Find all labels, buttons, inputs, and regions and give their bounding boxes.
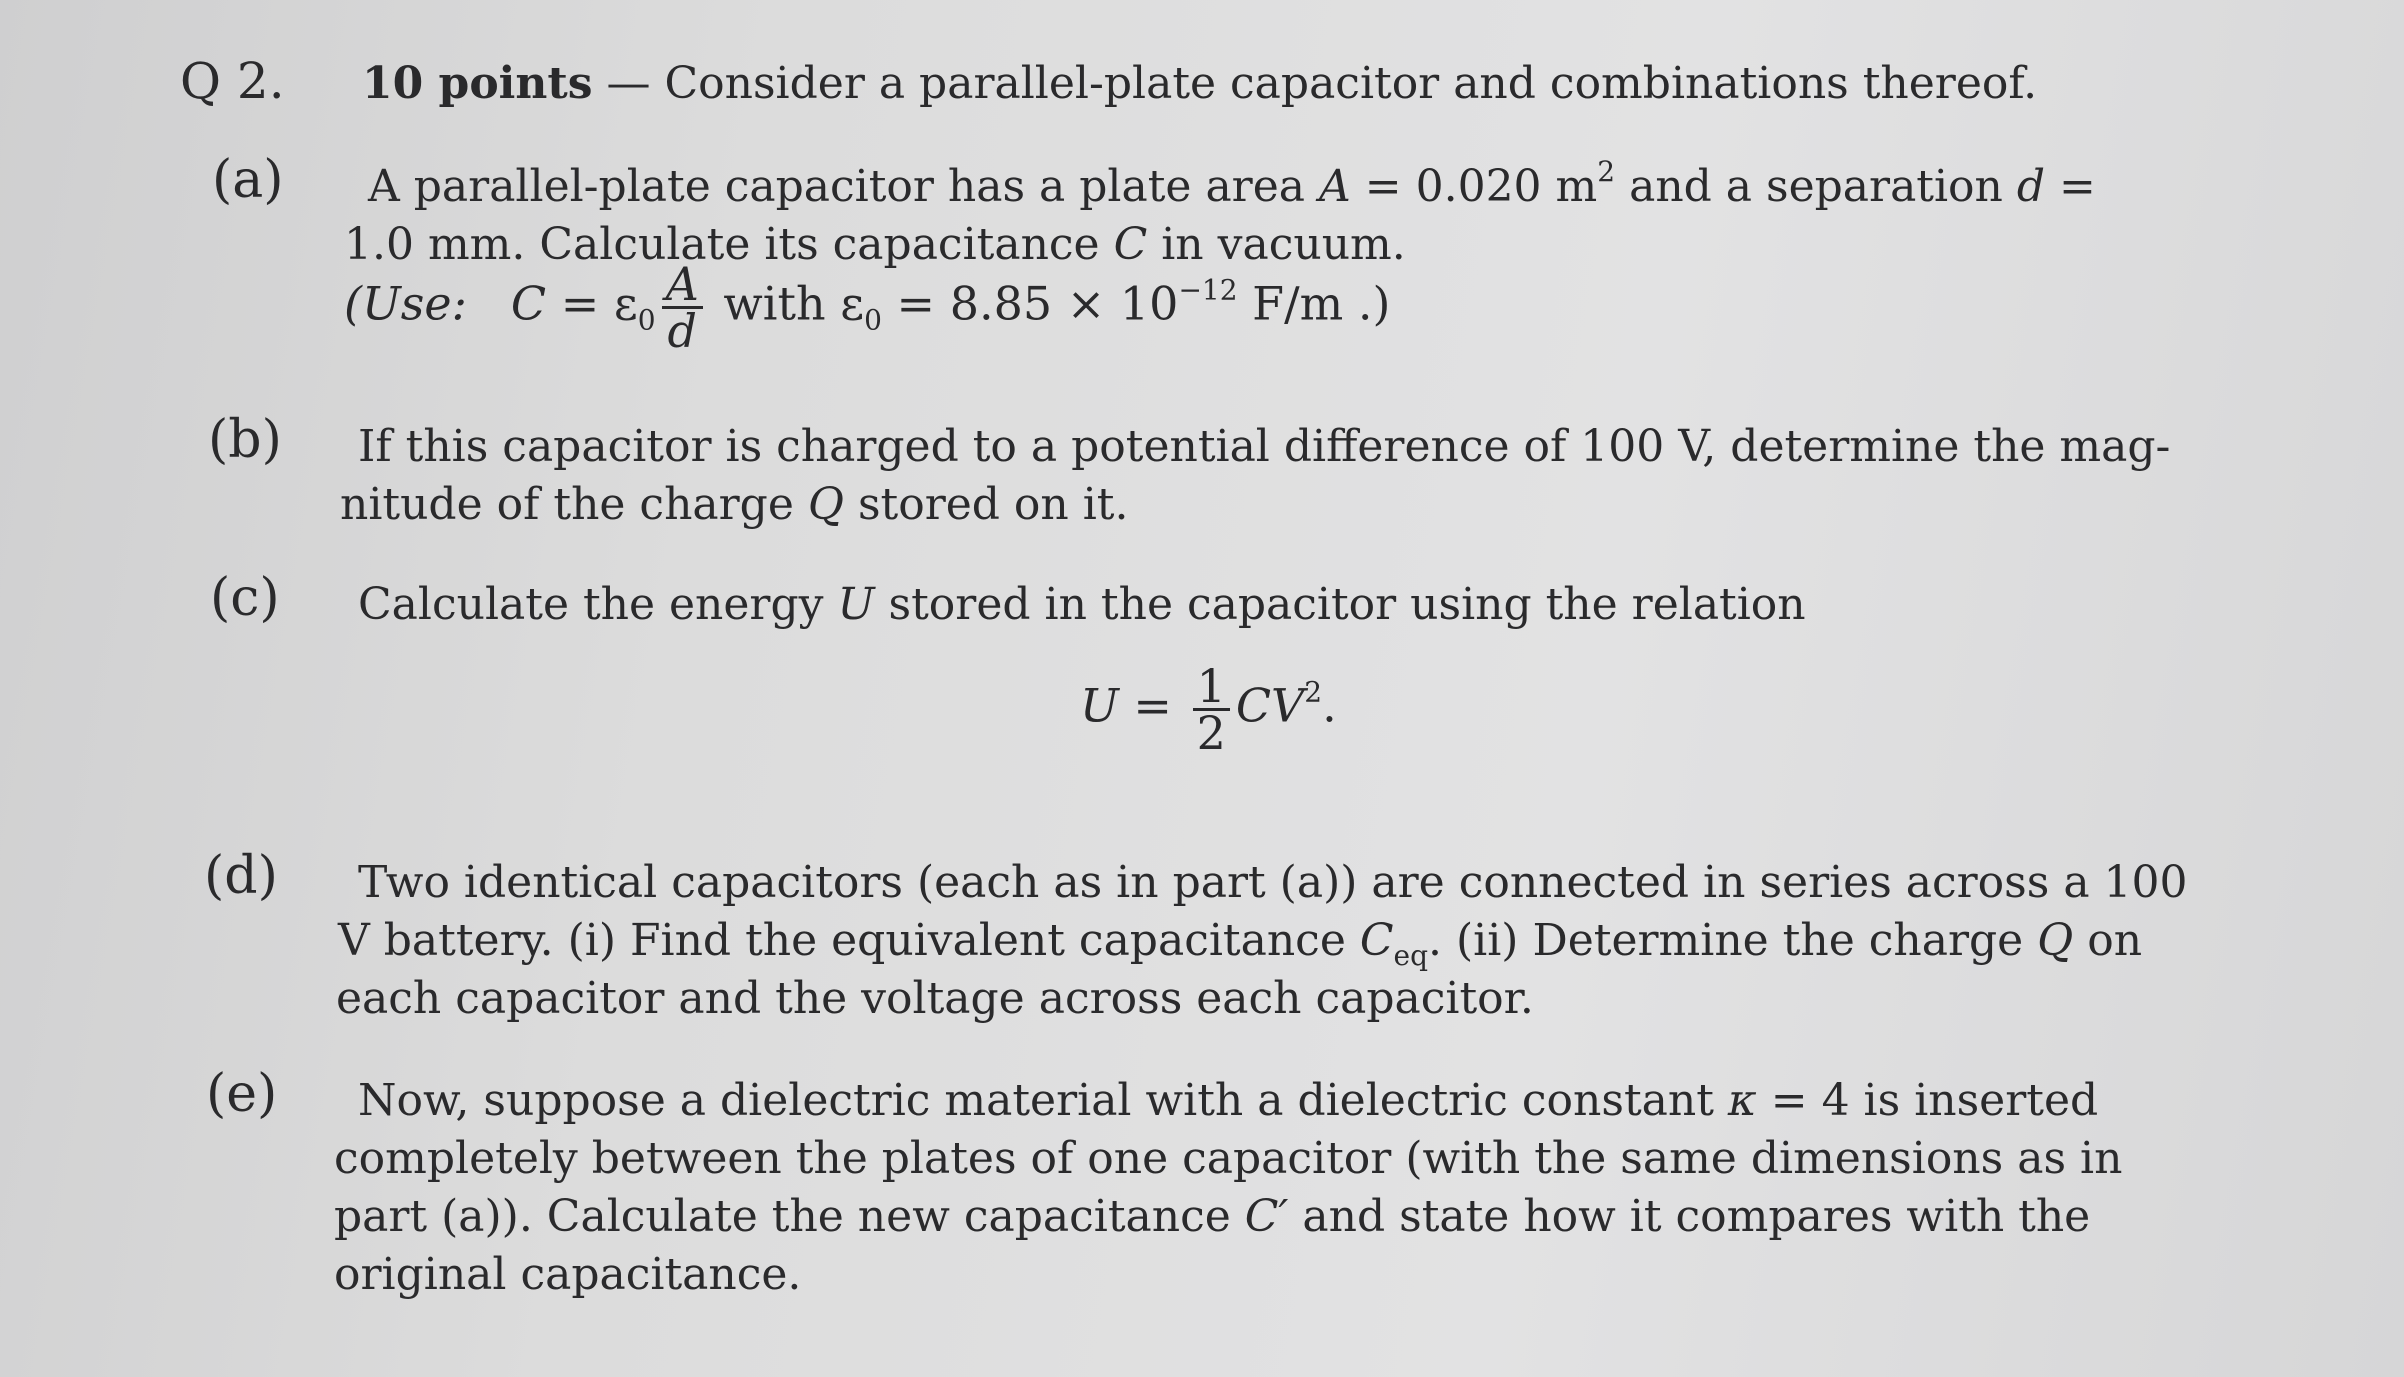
part-e-line2: completely between the plates of one capacitor (with the same dimensions as in	[334, 1133, 2123, 1184]
symbol-d: d	[2016, 161, 2046, 212]
part-e-text: Now, suppose a dielectric material with a dielectric constant	[358, 1075, 1728, 1126]
part-b-line2	[340, 476, 1128, 534]
part-d-line3: each capacitor and the voltage across each capacitor.	[336, 973, 1534, 1024]
part-d-label: (d)	[204, 846, 278, 906]
part-e-line1	[358, 1072, 2098, 1130]
part-d-text: . (ii) Determine the charge	[1428, 915, 2038, 966]
voltage-exponent: 2	[1304, 675, 1323, 709]
with-epsilon: with ε	[708, 276, 865, 331]
symbol-kappa: κ	[1727, 1075, 1757, 1126]
fraction-denominator: d	[667, 304, 697, 358]
area-value: = 0.020 m	[1350, 161, 1598, 212]
symbol-C: C	[510, 276, 547, 331]
part-b-text: stored on it.	[843, 479, 1129, 530]
question-number: Q 2.	[180, 52, 285, 110]
part-e-line4: original capacitance.	[334, 1249, 802, 1300]
permittivity-exponent: −12	[1178, 273, 1238, 307]
permittivity-unit: F/m .)	[1237, 276, 1391, 331]
part-a-use-formula	[344, 257, 1391, 358]
use-label: (Use:	[344, 276, 468, 331]
question-intro: Consider a parallel-plate capacitor and combinations thereof.	[664, 58, 2038, 109]
symbol-C: C	[1113, 219, 1148, 270]
symbol-Q: Q	[807, 479, 844, 530]
formula-period: .	[1322, 678, 1337, 733]
part-c-text: stored in the capacitor using the relation	[874, 579, 1806, 630]
symbol-U: U	[1080, 678, 1119, 733]
area-exponent: 2	[1597, 155, 1616, 188]
symbol-C-prime: C′	[1244, 1191, 1289, 1242]
part-e-text: and state how it compares with the	[1288, 1191, 2091, 1242]
part-d-line2	[338, 912, 2142, 970]
fraction-numerator: 1	[1193, 664, 1230, 711]
header-dash: —	[606, 58, 651, 109]
part-b-label: (b)	[208, 410, 282, 470]
equals-sign: =	[1118, 678, 1187, 733]
part-e-text: part (a)). Calculate the new capacitance	[334, 1191, 1245, 1242]
question-header	[362, 55, 2037, 113]
eq-subscript: eq	[1393, 939, 1429, 972]
part-d-text: on	[2073, 915, 2143, 966]
permittivity-value: = 8.85 × 10	[881, 276, 1179, 331]
fraction-A-over-d	[662, 257, 703, 358]
fraction-one-half	[1193, 659, 1230, 760]
part-b-text: nitude of the charge	[340, 479, 808, 530]
part-b-line1: If this capacitor is charged to a potential difference of 100 V, determine the mag-	[358, 421, 2171, 472]
epsilon-symbol: = ε	[546, 276, 638, 331]
part-a-label: (a)	[212, 150, 284, 210]
part-a-text: and a separation	[1615, 161, 2017, 212]
part-a-text: 1.0 mm. Calculate its capacitance	[344, 219, 1114, 270]
part-d-line1: Two identical capacitors (each as in part (a)) are connected in series across a 100	[358, 857, 2188, 908]
energy-formula	[1080, 659, 1337, 760]
epsilon-subscript: 0	[637, 303, 656, 337]
part-c-label: (c)	[210, 568, 280, 628]
part-d-text: V battery. (i) Find the equivalent capacitance	[338, 915, 1360, 966]
symbol-CV: CV	[1235, 678, 1305, 733]
part-c-line1	[358, 576, 1806, 634]
part-e-line3	[334, 1188, 2090, 1246]
symbol-A: A	[1318, 161, 1351, 212]
fraction-numerator: A	[662, 262, 703, 309]
symbol-C: C	[1359, 915, 1394, 966]
symbol-U: U	[837, 579, 875, 630]
part-c-text: Calculate the energy	[358, 579, 838, 630]
equals-sign: =	[2045, 161, 2096, 212]
part-a-text: in vacuum.	[1147, 219, 1406, 270]
epsilon-subscript: 0	[864, 303, 882, 337]
part-e-text: = 4 is inserted	[1756, 1075, 2099, 1126]
symbol-Q: Q	[2037, 915, 2074, 966]
fraction-denominator: 2	[1196, 706, 1226, 760]
part-e-label: (e)	[206, 1064, 278, 1124]
part-a-line1	[368, 155, 2096, 216]
points-label: 10 points	[362, 58, 593, 109]
part-a-text: A parallel-plate capacitor has a plate area	[368, 161, 1319, 212]
